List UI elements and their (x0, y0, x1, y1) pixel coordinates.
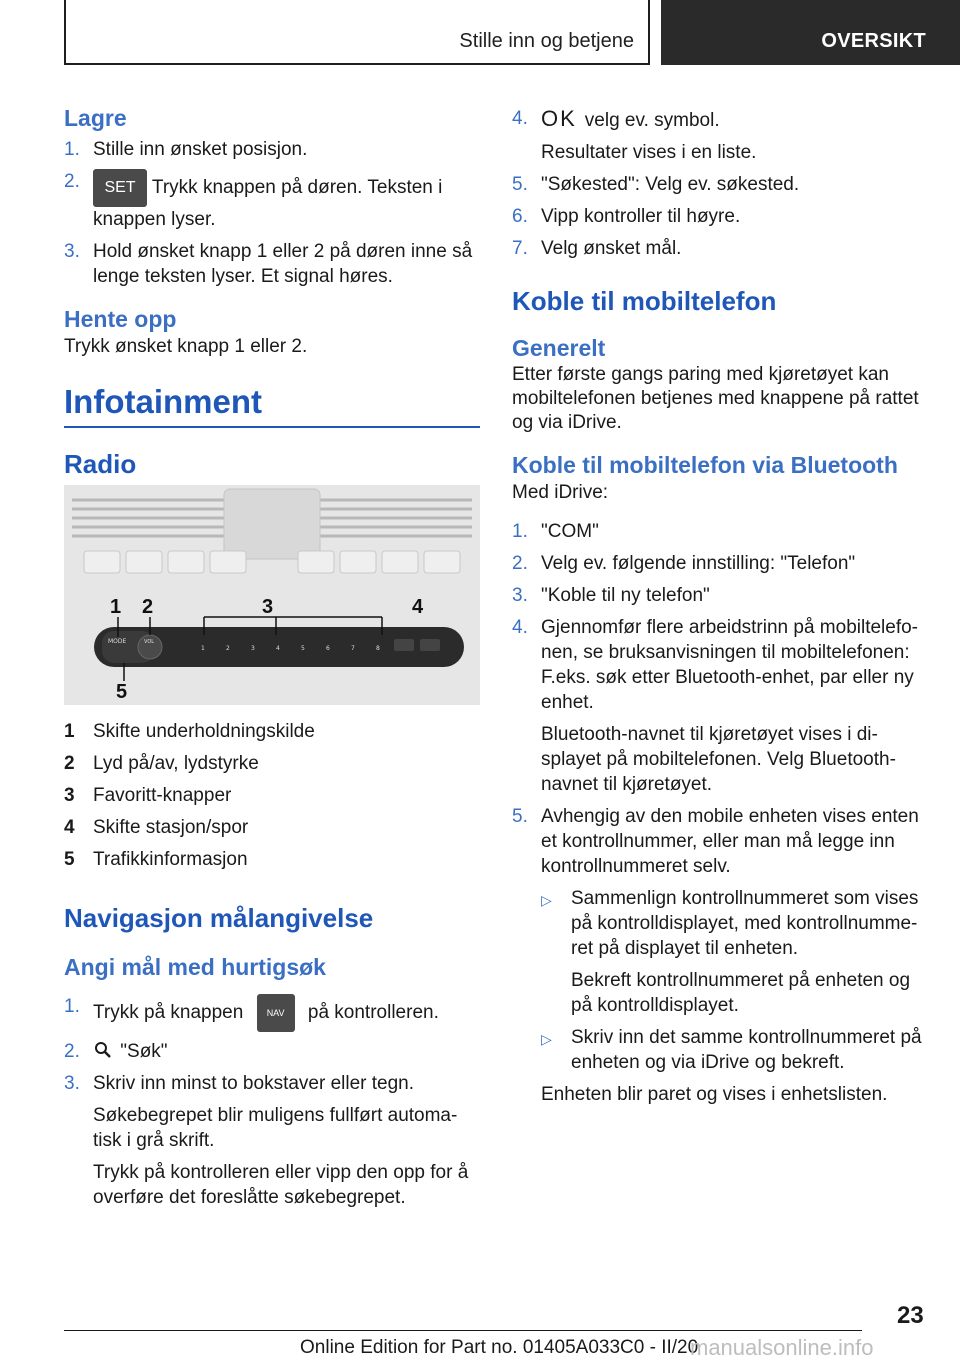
list-item: 2. SET Trykk knappen på døren. Teksten i knappen lyser. (64, 171, 443, 230)
heading-hente-opp: Hente opp (64, 306, 177, 332)
svg-text:7: 7 (351, 645, 355, 652)
radio-panel-illustration (64, 485, 480, 705)
legend-item: 4 Skifte stasjon/spor (64, 817, 249, 838)
page-header (64, 0, 960, 65)
list-item: 4. OK velg ev. symbol. (512, 106, 720, 131)
svg-text:5: 5 (116, 681, 128, 703)
list-item: 3. Hold ønsket knapp 1 eller 2 på døren inne så lenge teksten lyser. Et signal høres. (64, 241, 473, 287)
list-item: 2. "Søk" (64, 1041, 168, 1062)
triangle-bullet-icon: ▷ (541, 1031, 552, 1047)
list-item: 3. Skriv inn minst to bokstaver eller tegn. (64, 1073, 415, 1094)
list-item: 3. "Koble til ny telefon" (512, 585, 710, 606)
general-text: Etter første gangs paring med kjøretøyet kan mobiltelefonen betjenes med knappene på rattet og via iDrive. (512, 364, 919, 433)
list-item: 7. Velg ønsket mål. (512, 238, 682, 259)
legend-item: 1 Skifte underholdningskilde (64, 721, 315, 742)
svg-text:6: 6 (326, 645, 330, 652)
list-item: 5. "Søkested": Velg ev. søkested. (512, 174, 800, 195)
legend-item: 2 Lyd på/av, lydstyrke (64, 753, 259, 774)
heading-infotainment: Infotainment (64, 389, 480, 428)
svg-text:1: 1 (201, 645, 205, 652)
set-button-icon: SET (93, 169, 147, 207)
step-note: Trykk på kontrolleren eller vipp den opp for å overføre det foreslåtte søkebegrepet. (93, 1162, 469, 1208)
legend-item: 3 Favoritt-knapper (64, 785, 232, 806)
heading-navigasjon: Navigasjon målangivelse (64, 903, 374, 933)
nav-button-icon: NAV (257, 994, 295, 1032)
section-tab (64, 0, 650, 65)
svg-text:2: 2 (142, 596, 154, 618)
step-note: Resultater vises i en liste. (541, 142, 757, 163)
step-note: Søkebegrepet blir muligens fullført automa‐tisk i grå skrift. (93, 1105, 458, 1151)
legend-item: 5 Trafikkinformasjon (64, 849, 248, 870)
step-note: Bluetooth-navnet til kjøretøyet vises i di‐splayet på mobiltelefonen. Velg Bluetooth-navnet til kjøretøyet. (541, 724, 896, 795)
right-column (512, 100, 928, 1114)
radio-panel-image (64, 485, 480, 705)
list-item: 1. Trykk på knappen NAV på kontrolleren. (64, 994, 480, 1032)
heading-koble-mobil: Koble til mobiltelefon (512, 286, 777, 316)
svg-text:VOL: VOL (144, 639, 155, 645)
bullet-note: Bekreft kontrollnummeret på enheten og på kontrolldisplayet. (571, 970, 911, 1016)
bullet-item: ▷ Sammenlign kontrollnummeret som vises på kontrolldisplayet, med kontrollnumme‐ret på displayet til enheten. (541, 888, 919, 959)
heading-lagre: Lagre (64, 105, 127, 131)
list-item: 1. Stille inn ønsket posisjon. (64, 139, 308, 160)
overview-tab[interactable] (661, 0, 960, 65)
svg-text:4: 4 (412, 596, 424, 618)
list-item: 6. Vipp kontroller til høyre. (512, 206, 741, 227)
svg-text:1: 1 (110, 596, 122, 618)
heading-generelt: Generelt (512, 335, 606, 361)
ok-icon: OK (541, 106, 577, 131)
heading-radio: Radio (64, 449, 137, 479)
svg-text:3: 3 (251, 645, 255, 652)
search-icon (93, 1041, 115, 1059)
svg-text:8: 8 (376, 645, 380, 652)
heading-hurtigsok: Angi mål med hurtigsøk (64, 954, 326, 980)
final-note: Enheten blir paret og vises i enhetslisten. (541, 1084, 888, 1105)
list-item: 1. "COM" (512, 521, 599, 542)
svg-text:2: 2 (226, 645, 230, 652)
left-column (64, 100, 480, 1217)
bt-intro: Med iDrive: (512, 482, 609, 503)
triangle-bullet-icon: ▷ (541, 892, 552, 908)
svg-text:4: 4 (276, 645, 280, 652)
heading-bluetooth: Koble til mobiltelefon via Bluetooth (512, 452, 898, 478)
page-number: 23 (897, 1302, 924, 1329)
list-item: 2. Velg ev. følgende innstilling: "Telefon" (512, 553, 856, 574)
list-item: 4. Gjennomfør flere arbeidstrinn på mobiltelefo‐nen, se bruksanvisningen til mobiltelefonen: F.eks. søk etter Bluetooth-enhet, par eller ny enhet. (512, 617, 919, 713)
bullet-item: ▷ Skriv inn det samme kontrollnummeret på enheten og via iDrive og bekreft. (541, 1027, 922, 1073)
svg-text:MODE: MODE (108, 638, 127, 645)
overview-tab-label: OVERSIKT (821, 30, 926, 52)
watermark: manualsonline.info (690, 1335, 874, 1360)
list-item: 5. Avhengig av den mobile enheten vises enten et kontrollnummer, eller man må legge inn kontrollnummeret selv. (512, 806, 919, 877)
svg-text:3: 3 (262, 596, 274, 618)
footer-divider (64, 1330, 862, 1331)
svg-text:5: 5 (301, 645, 305, 652)
hente-text: Trykk ønsket knapp 1 eller 2. (64, 336, 308, 357)
section-title: Stille inn og betjene (459, 30, 634, 52)
edition-text: Online Edition for Part no. 01405A033C0 - II/20 (300, 1337, 699, 1358)
